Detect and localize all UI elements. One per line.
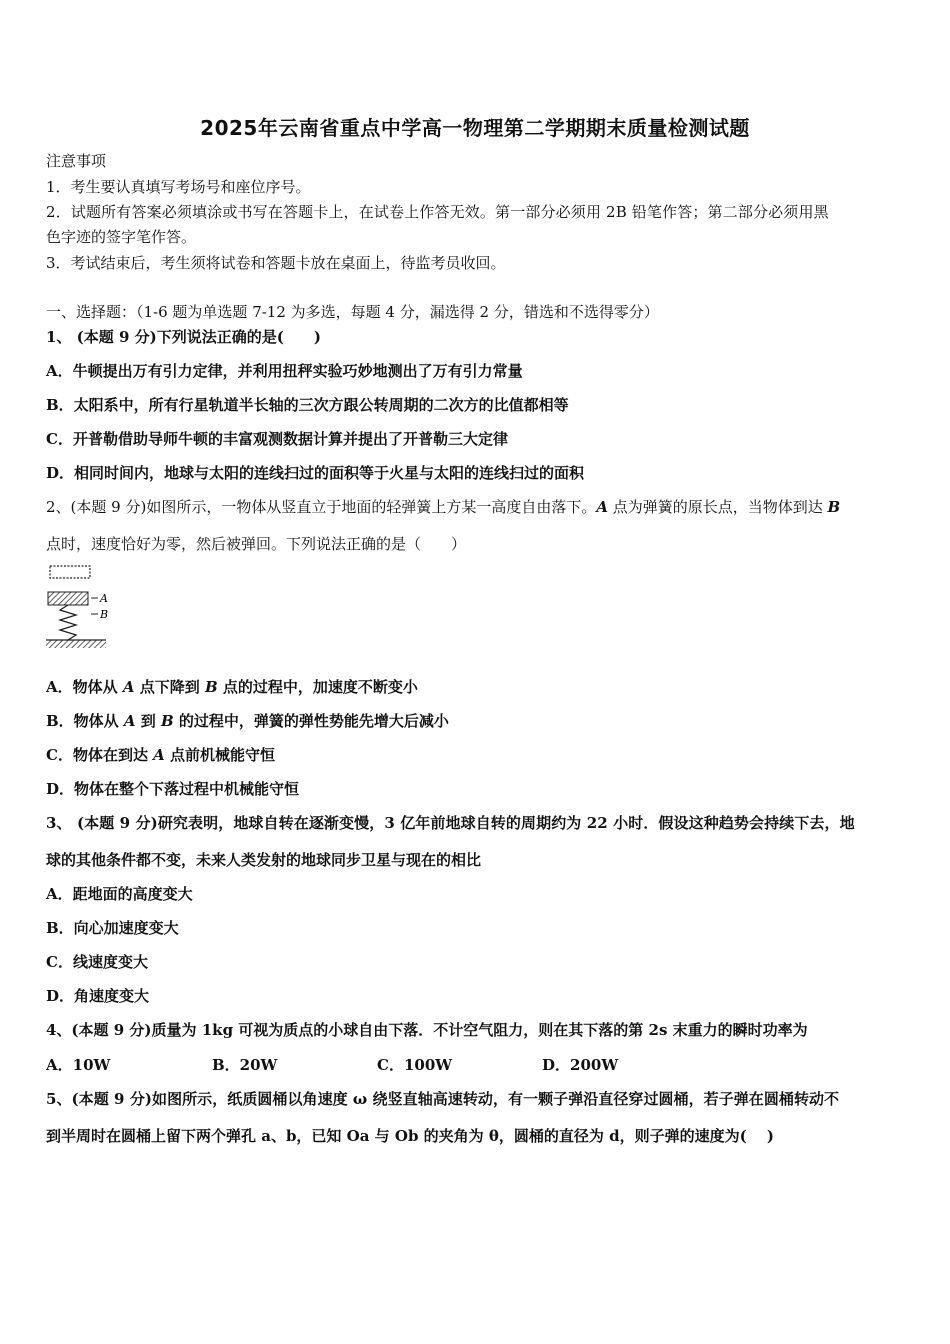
notice-item-2: 2．试题所有答案必须填涂或书写在答题卡上，在试卷上作答无效。第一部分必须用 2B 铅笔作答；第二部分必须用黑 <box>46 203 829 221</box>
section-heading: 一、选择题：（1-6 题为单选题 7-12 为多选，每题 4 分，漏选得 2 分，错选和不选得零分） <box>46 303 659 321</box>
q2-c-text-1: C．物体在到达 <box>46 746 154 764</box>
q3-stem-line1: 3、 (本题 9 分)研究表明，地球自转在逐渐变慢，3 亿年前地球自转的周期约为 22 小时．假设这种趋势会持续下去，地 <box>46 814 855 832</box>
q3-option-a: A．距地面的高度变大 <box>46 885 193 903</box>
q2-stem-var-b: B <box>827 498 841 516</box>
q2-a-var-1: A <box>122 678 135 696</box>
q1-option-b: B．太阳系中，所有行星轨道半长轴的三次方跟公转周期的二次方的比值都相等 <box>46 396 569 414</box>
spring-plate <box>48 592 88 605</box>
falling-object <box>50 566 90 578</box>
spring-diagram <box>44 562 124 654</box>
notice-item-2-cont: 色字迹的签字笔作答。 <box>46 228 197 246</box>
q2-option-d: D．物体在整个下落过程中机械能守恒 <box>46 780 300 798</box>
q2-b-text-2: 到 <box>135 712 161 730</box>
q2-a-var-2: B <box>204 678 218 696</box>
q2-stem-text-1: 2、(本题 9 分)如图所示，一物体从竖直立于地面的轻弹簧上方某一高度自由落下。 <box>46 498 597 516</box>
q2-b-var-2: B <box>161 712 174 730</box>
q1-option-d: D．相同时间内，地球与太阳的连线扫过的面积等于火星与太阳的连线扫过的面积 <box>46 464 585 482</box>
spring-coil <box>60 605 76 640</box>
label-a: A <box>100 592 108 605</box>
q2-stem-text-2: 点为弹簧的原长点，当物体到达 <box>607 498 828 516</box>
q2-a-text-2: 点下降到 <box>134 678 205 696</box>
q2-stem-var-a: A <box>596 498 608 516</box>
q2-a-text-1: A．物体从 <box>46 678 123 696</box>
page-title: 2025年云南省重点中学高一物理第二学期期末质量检测试题 <box>200 116 750 140</box>
q4-option-b: B．20W <box>212 1056 278 1074</box>
q4-option-a: A．10W <box>46 1056 111 1074</box>
q2-c-text-2: 点前机械能守恒 <box>164 746 276 764</box>
q2-option-a <box>46 677 418 697</box>
ground <box>46 640 106 648</box>
q2-stem-line2: 点时，速度恰好为零，然后被弹回。下列说法正确的是（ ） <box>46 535 467 553</box>
q4-option-c: C．100W <box>377 1056 453 1074</box>
q2-stem-line1 <box>46 497 840 517</box>
q4-stem: 4、(本题 9 分)质量为 1kg 可视为质点的小球自由下落．不计空气阻力，则在其下落的第 2s 末重力的瞬时功率为 <box>46 1021 808 1039</box>
q2-b-var-1: A <box>123 712 136 730</box>
q1-option-a: A．牛顿提出万有引力定律，并利用扭秤实验巧妙地测出了万有引力常量 <box>46 362 523 380</box>
notice-heading: 注意事项 <box>46 152 107 170</box>
q4-option-d: D．200W <box>542 1056 619 1074</box>
notice-item-1: 1．考生要认真填写考场号和座位序号。 <box>46 178 311 196</box>
q4-options <box>46 1054 906 1074</box>
q1-option-c: C．开普勒借助导师牛顿的丰富观测数据计算并提出了开普勒三大定律 <box>46 430 508 448</box>
q3-option-d: D．角速度变大 <box>46 987 150 1005</box>
q2-option-c <box>46 745 275 765</box>
q5-stem-line2: 到半周时在圆桶上留下两个弹孔 a、b，已知 Oa 与 Ob 的夹角为 θ，圆桶的直径为 d，则子弹的速度为( ) <box>46 1127 775 1145</box>
q3-option-c: C．线速度变大 <box>46 953 148 971</box>
q5-stem-line1: 5、(本题 9 分)如图所示，纸质圆桶以角速度 ω 绕竖直轴高速转动，有一颗子弹沿直径穿过圆桶，若子弹在圆桶转动不 <box>46 1090 840 1108</box>
label-b: B <box>100 608 109 621</box>
q3-stem-line2: 球的其他条件都不变，未来人类发射的地球同步卫星与现在的相比 <box>46 851 482 869</box>
notice-item-3: 3．考试结束后，考生须将试卷和答题卡放在桌面上，待监考员收回。 <box>46 254 506 272</box>
q2-b-text-3: 的过程中，弹簧的弹性势能先增大后减小 <box>173 712 449 730</box>
q1-stem: 1、 (本题 9 分)下列说法正确的是( ) <box>46 328 321 346</box>
q3-option-b: B．向心加速度变大 <box>46 919 179 937</box>
q2-b-text-1: B．物体从 <box>46 712 124 730</box>
q2-c-var-1: A <box>153 746 165 764</box>
q2-a-text-3: 点的过程中，加速度不断变小 <box>217 678 418 696</box>
q2-option-b <box>46 711 449 731</box>
